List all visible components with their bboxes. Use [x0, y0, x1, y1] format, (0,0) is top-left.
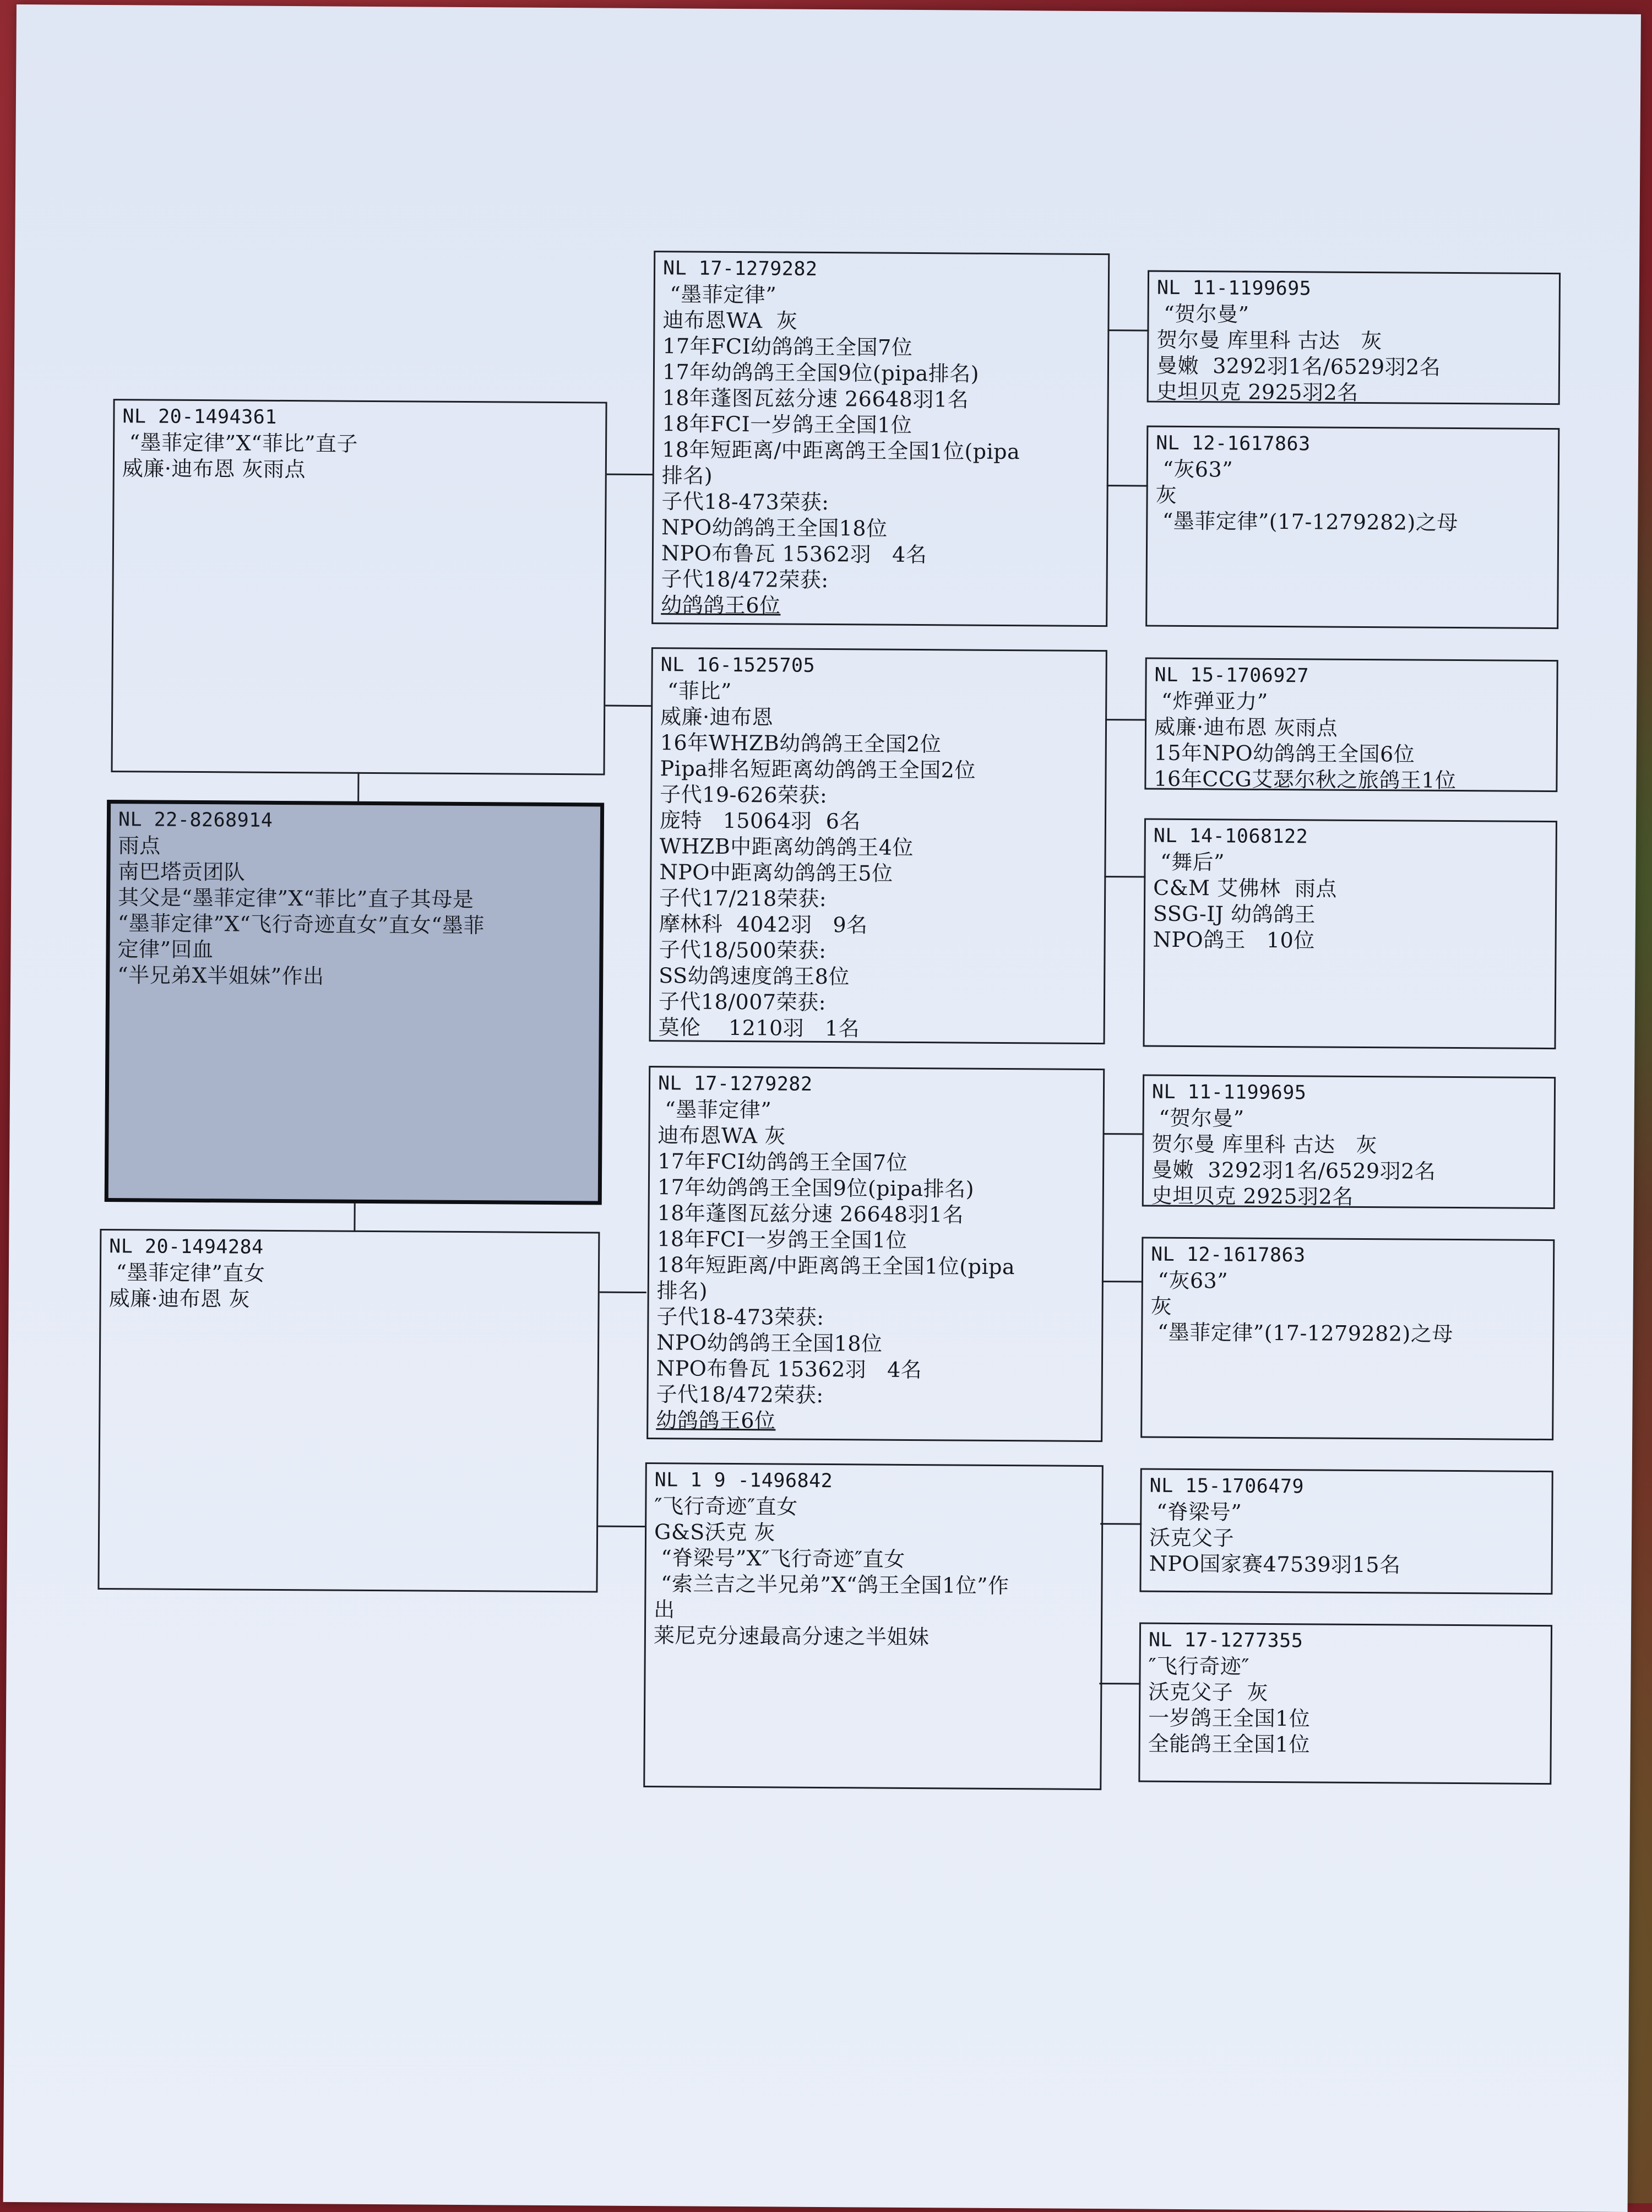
- ds-line: 子代18-473荣获:: [656, 1304, 824, 1330]
- sdd-line: NPO鸽王 10位: [1153, 927, 1315, 953]
- sire-ring-number: NL 20-1494361: [122, 405, 277, 429]
- sss-line: 曼嫩 3292羽1名/6529羽2名: [1156, 353, 1441, 379]
- connector-sire-subject: [357, 772, 359, 803]
- ss-line: “墨菲定律”: [662, 282, 777, 307]
- dd-line: ″飞行奇迹″直女: [654, 1494, 798, 1519]
- subject-color: 雨点: [118, 833, 161, 858]
- connector-dam-ds: [600, 1292, 646, 1294]
- sire-breeder: 威廉·迪布恩 灰雨点: [122, 456, 306, 482]
- sire-box: [111, 399, 607, 775]
- sds-line: 15年NPO幼鸽鸽王全国6位: [1154, 740, 1415, 767]
- sire-sire-box: [651, 251, 1110, 627]
- connector-dam-dd: [598, 1526, 645, 1528]
- sds-box: [1144, 658, 1558, 793]
- ssd-box: [1145, 426, 1559, 630]
- subject-desc-line: “墨菲定律”X“飞行奇迹直女”直女“墨菲: [117, 911, 485, 938]
- ss-line: 18年短距离/中距离鸽王全国1位(pipa: [661, 437, 1020, 464]
- connector-ss-sss: [1107, 329, 1149, 331]
- dam-sire-box: [646, 1066, 1105, 1442]
- ss-line: 排名): [661, 463, 713, 488]
- sdd-line: “舞后”: [1153, 849, 1225, 875]
- ds-line: 18年FCI一岁鸽王全国1位: [657, 1227, 907, 1253]
- dsd-ring-number: NL 12-1617863: [1151, 1243, 1306, 1267]
- connector-sire-sd: [605, 705, 652, 707]
- dds-line: 沃克父子: [1149, 1525, 1235, 1550]
- pedigree-sheet: [3, 4, 1641, 2212]
- dss-ring-number: NL 11-1199695: [1151, 1081, 1307, 1104]
- sd-line: “菲比”: [660, 679, 732, 703]
- subject-desc-line: 定律”回血: [117, 937, 214, 962]
- connector-ds-dss: [1103, 1133, 1144, 1135]
- sdd-box: [1143, 818, 1557, 1050]
- dam-box: [97, 1229, 600, 1593]
- sd-ring-number: NL 16-1525705: [660, 654, 816, 677]
- ss-line: 18年蓬图瓦兹分速 26648羽1名: [662, 386, 969, 412]
- ds-ring-number: NL 17-1279282: [657, 1072, 813, 1096]
- sire-name: “墨菲定律”X“菲比”直子: [122, 430, 358, 456]
- sd-line: NPO中距离幼鸽鸽王5位: [659, 860, 893, 886]
- ds-line: NPO布鲁瓦 15362羽 4名: [656, 1356, 922, 1382]
- sd-line: 子代18/007荣获:: [658, 989, 827, 1015]
- dd-line: G&S沃克 灰: [654, 1520, 776, 1545]
- ds-line: 迪布恩WA 灰: [657, 1123, 786, 1148]
- connector-sire-ss: [607, 474, 654, 476]
- ss-line: 迪布恩WA 灰: [662, 308, 798, 333]
- ds-line: 18年短距离/中距离鸽王全国1位(pipa: [656, 1253, 1015, 1280]
- ds-line: “墨菲定律”: [657, 1097, 772, 1123]
- ds-line: 子代18/472荣获:: [656, 1382, 824, 1407]
- sire-dam-box: [649, 647, 1107, 1044]
- ds-line: 17年FCI幼鸽鸽王全国7位: [657, 1149, 908, 1175]
- sdd-line: C&M 艾佛林 雨点: [1153, 875, 1337, 901]
- ds-line: 排名): [656, 1278, 708, 1303]
- dd-line: “脊梁号”X″飞行奇迹″直女: [654, 1546, 905, 1571]
- ss-line: 子代18/472荣获:: [661, 567, 829, 593]
- connector-sd-sdd: [1104, 876, 1145, 877]
- ss-line: 17年FCI幼鸽鸽王全国7位: [662, 334, 913, 360]
- sds-ring-number: NL 15-1706927: [1154, 664, 1309, 687]
- dd-line: “索兰吉之半兄弟”X“鸽王全国1位”作: [654, 1571, 1009, 1598]
- dsd-line: “灰63”: [1150, 1268, 1229, 1293]
- connector-dd-ddd: [1099, 1683, 1140, 1684]
- sd-line: SS幼鸽速度鸽王8位: [659, 963, 850, 989]
- sss-line: 史坦贝克 2925羽2名: [1156, 379, 1358, 405]
- dss-line: 贺尔曼 库里科 古达 灰: [1151, 1131, 1377, 1158]
- subject-desc-line: 其父是“墨菲定律”X“菲比”直子其母是: [117, 885, 474, 912]
- sdd-ring-number: NL 14-1068122: [1153, 825, 1308, 848]
- ss-line: NPO幼鸽鸽王全国18位: [661, 515, 888, 541]
- sd-line: 子代17/218荣获:: [659, 886, 827, 912]
- sd-line: WHZB中距离幼鸽鸽王4位: [659, 834, 914, 860]
- ss-line: 子代18-473荣获:: [661, 489, 829, 515]
- dd-ring-number: NL 1 9 -1496842: [654, 1469, 833, 1493]
- ds-line: 18年蓬图瓦兹分速 26648羽1名: [657, 1201, 964, 1227]
- sd-line: 子代19-626荣获:: [660, 782, 828, 808]
- dss-box: [1142, 1075, 1556, 1210]
- ssd-ring-number: NL 12-1617863: [1156, 432, 1311, 456]
- connector-dd-dds: [1100, 1523, 1142, 1525]
- connector-ds-dsd: [1102, 1281, 1143, 1282]
- dss-line: 曼嫩 3292羽1名/6529羽2名: [1151, 1157, 1436, 1184]
- dsd-line: “墨菲定律”(17-1279282)之母: [1150, 1320, 1453, 1346]
- dam-ring-number: NL 20-1494284: [109, 1235, 264, 1259]
- ds-line: 幼鸽鸽王6位: [656, 1408, 776, 1433]
- ddd-ring-number: NL 17-1277355: [1148, 1629, 1303, 1652]
- ddd-line: 全能鸽王全国1位: [1148, 1731, 1311, 1757]
- ss-line: NPO布鲁瓦 15362羽 4名: [661, 541, 927, 567]
- sss-ring-number: NL 11-1199695: [1156, 276, 1312, 300]
- dd-line: 莱尼克分速最高分速之半姐妹: [653, 1623, 930, 1650]
- sd-line: 子代18/500荣获:: [659, 937, 827, 963]
- ddd-box: [1138, 1623, 1552, 1785]
- subject-box: [105, 800, 604, 1205]
- dss-line: “贺尔曼”: [1151, 1105, 1245, 1131]
- ss-ring-number: NL 17-1279282: [662, 257, 818, 280]
- ss-line: 幼鸽鸽王6位: [661, 593, 781, 618]
- sss-box: [1147, 270, 1561, 405]
- sss-line: “贺尔曼”: [1156, 301, 1249, 327]
- ss-line: 18年FCI一岁鸽王全国1位: [662, 411, 912, 437]
- subject-desc-line: “半兄弟X半姐妹”作出: [117, 963, 324, 989]
- connector-subject-dam: [354, 1202, 355, 1232]
- ss-line: 17年幼鸽鸽王全国9位(pipa排名): [662, 360, 980, 386]
- sds-line: 威廉·迪布恩 灰雨点: [1154, 714, 1338, 740]
- sss-line: 贺尔曼 库里科 古达 灰: [1156, 327, 1382, 354]
- connector-ss-ssd: [1107, 485, 1148, 486]
- dds-box: [1139, 1468, 1553, 1595]
- ddd-line: ″飞行奇迹″: [1148, 1653, 1250, 1679]
- dam-dam-box: [643, 1462, 1104, 1790]
- sd-line: 摩林科 4042羽 9名: [659, 912, 868, 937]
- ddd-line: 一岁鸽王全国1位: [1148, 1705, 1311, 1731]
- ddd-line: 沃克父子 灰: [1148, 1679, 1269, 1705]
- dam-name: “墨菲定律”直女: [108, 1260, 265, 1286]
- sds-line: 16年CCG艾瑟尔秋之旅鸽王1位: [1154, 766, 1457, 793]
- ds-line: 17年幼鸽鸽王全国9位(pipa排名): [657, 1175, 975, 1201]
- connector-sd-sds: [1105, 719, 1146, 720]
- ssd-line: 灰: [1155, 482, 1177, 507]
- subject-ring-number: NL 22-8268914: [118, 809, 273, 832]
- ssd-line: “墨菲定律”(17-1279282)之母: [1155, 508, 1458, 535]
- dsd-line: 灰: [1150, 1294, 1172, 1319]
- sd-line: 16年WHZB幼鸽鸽王全国2位: [660, 730, 942, 757]
- dss-line: 史坦贝克 2925羽2名: [1151, 1183, 1354, 1209]
- dsd-box: [1140, 1237, 1555, 1441]
- dam-breeder: 威廉·迪布恩 灰: [108, 1286, 250, 1311]
- dds-line: NPO国家赛47539羽15名: [1149, 1551, 1401, 1577]
- dds-line: “脊梁号”: [1149, 1499, 1242, 1525]
- ds-line: NPO幼鸽鸽王全国18位: [656, 1330, 883, 1356]
- subject-owner: 南巴塔贡团队: [118, 859, 246, 885]
- sd-line: 庞特 15064羽 6名: [659, 808, 861, 834]
- sd-line: 威廉·迪布恩: [660, 704, 774, 730]
- sdd-line: SSG-IJ 幼鸽鸽王: [1153, 901, 1316, 927]
- ssd-line: “灰63”: [1155, 457, 1233, 482]
- sd-line: 莫伦 1210羽 1名: [658, 1015, 860, 1041]
- sd-line: Pipa排名短距离幼鸽鸽王全国2位: [660, 756, 976, 783]
- dds-ring-number: NL 15-1706479: [1149, 1474, 1305, 1498]
- sds-line: “炸弹亚力”: [1154, 688, 1268, 714]
- dd-line: 出: [654, 1597, 675, 1622]
